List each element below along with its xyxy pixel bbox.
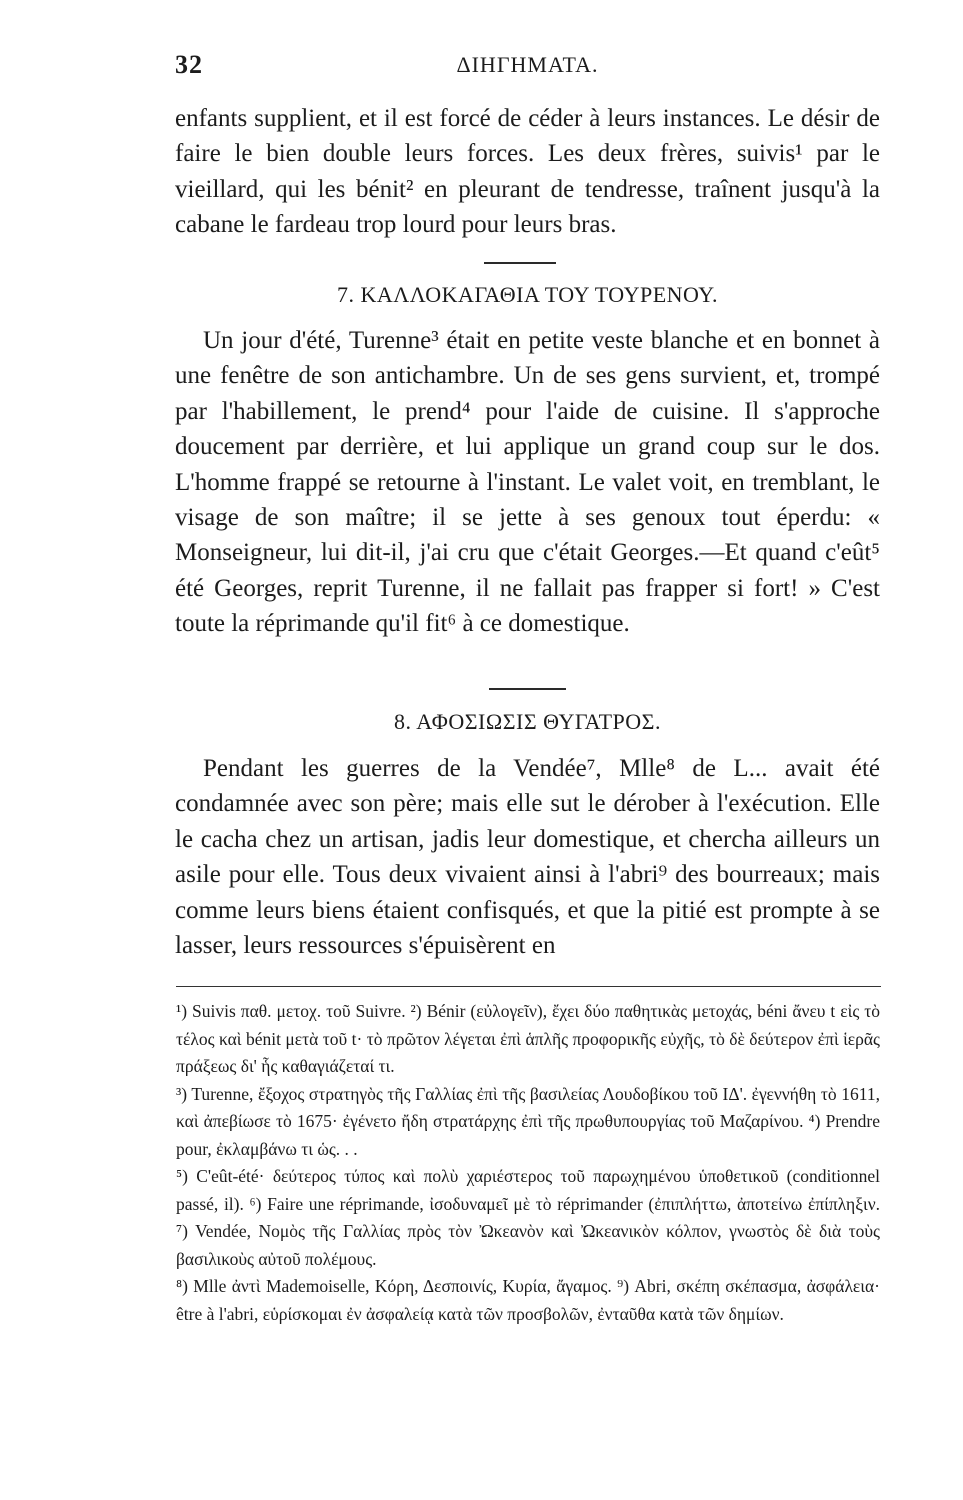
footnote-block: ⁵) C'eût-été· δεύτερος τύπος καὶ πολὺ χαριέστερος τοῦ παρωχημένου ὑποθετικοῦ (conditionnel passé, il). ⁶) Faire une réprimande, ἰσοδυναμεῖ μὲ τὸ réprimander (ἐπιπλήττω, ἀποτείνω ἐπίπληξιν. ⁷) Vendée, Νομὸς τῆς Γαλλίας πρὸς τὸν Ὠκεανὸν καὶ Ὠκεανικὸν κόλπον, γνωστὸς δὲ διὰ τοὺς βασιλικοὺς αὐτοῦ πολέμους.	[176, 1166, 880, 1269]
page-number: 32	[175, 50, 203, 79]
footnotes	[176, 998, 880, 1328]
footnote-separator	[176, 986, 881, 987]
section7-paragraph: Un jour d'été, Turenne³ était en petite veste blanche et en bonnet à une fenêtre de son antichambre. Un de ses gens survient, et, trompé par l'habillement, le prend⁴ pour l'aide de cuisine. Il s'approche doucement par derrière, et lui applique un grand coup sur le dos. L'homme frappé se retourne à l'instant. Le valet voit, en tremblant, le visage de son maître; il se jette à ses genoux tout éperdu: « Monseigneur, lui dit-il, j'ai cru que c'était Georges.—Et quand c'eût⁵ été Georges, reprit Turenne, il ne fallait pas frapper si fort! » C'est toute la réprimande qu'il fit⁶ à ce domestique.	[175, 327, 880, 638]
footnote-block: ³) Turenne, ἔξοχος στρατηγὸς τῆς Γαλλίας ἐπὶ τῆς βασιλείας Λουδοβίκου τοῦ ΙΔ'. ἐγεννήθη τὸ 1611, καὶ ἀπεβίωσε τὸ 1675· ἐγένετο ἤδη στρατάρχης ἐπὶ τῆς πρωθυπουργίας τοῦ Μαζαρίνου. ⁴) Prendre pour, ἐκλαμβάνω τι ὡς. . .	[176, 1083, 880, 1159]
running-title: ΔΙΗΓΗΜΑΤΑ.	[456, 52, 599, 77]
section7-body	[175, 323, 880, 642]
section-divider-rule	[484, 262, 556, 264]
section8-title: 8. ΑΦΟΣΙΩΣΙΣ ΘΥΓΑΤΡΟΣ.	[394, 709, 661, 734]
page-header	[175, 50, 880, 84]
section6-continuation	[175, 101, 880, 243]
section-divider-rule	[489, 688, 566, 690]
footnote-block: ¹) Suivis παθ. μετοχ. τοῦ Suivre. ²) Bénir (εὐλογεῖν), ἔχει δύο παθητικὰς μετοχάς, béni ἄνευ t εἰς τὸ τέλος καὶ bénit μετὰ τοῦ t· τὸ πρῶτον λέγεται ἐπὶ ἁπλῆς προφορικῆς εὐχῆς, τὸ δὲ δεύτερον ἐπὶ ἱερᾶς πράξεως δι' ἧς καθαγιάζεταί τι.	[176, 1001, 880, 1076]
section8-paragraph: Pendant les guerres de la Vendée⁷, Mlle⁸ de L... avait été condamnée avec son père; mais elle sut le dérober à l'exécution. Elle le cacha chez un artisan, jadis leur domestique, et chercha ailleurs un asile pour elle. Tous deux vivaient ainsi à l'abri⁹ des bourreaux; mais comme leurs biens étaient confisqués, et que la pitié est prompte à se lasser, leurs ressources s'épuisèrent en	[175, 755, 880, 960]
section8-body	[175, 751, 880, 963]
section6-paragraph: enfants supplient, et il est forcé de céder à leurs instances. Le désir de faire le bien double leurs forces. Les deux frères, suivis¹ par le vieillard, qui les bénit² en pleurant de tendresse, traînent jusqu'à la cabane le fardeau trop lourd pour leurs bras.	[175, 105, 880, 239]
footnote-block: ⁸) Mlle ἀντὶ Mademoiselle, Κόρη, Δεσποινίς, Κυρία, ἄγαμος. ⁹) Abri, σκέπη σκέπασμα, ἀσφάλεια· être à l'abri, εὑρίσκομαι ἐν ἀσφαλείᾳ κατὰ τῶν προσβολῶν, ἐνταῦθα κατὰ τῶν δημίων.	[176, 1276, 880, 1324]
section7-title: 7. ΚΑΛΛΟΚΑΓΑΘΙΑ ΤΟΥ ΤΟΥΡΕΝΟΥ.	[337, 282, 718, 307]
